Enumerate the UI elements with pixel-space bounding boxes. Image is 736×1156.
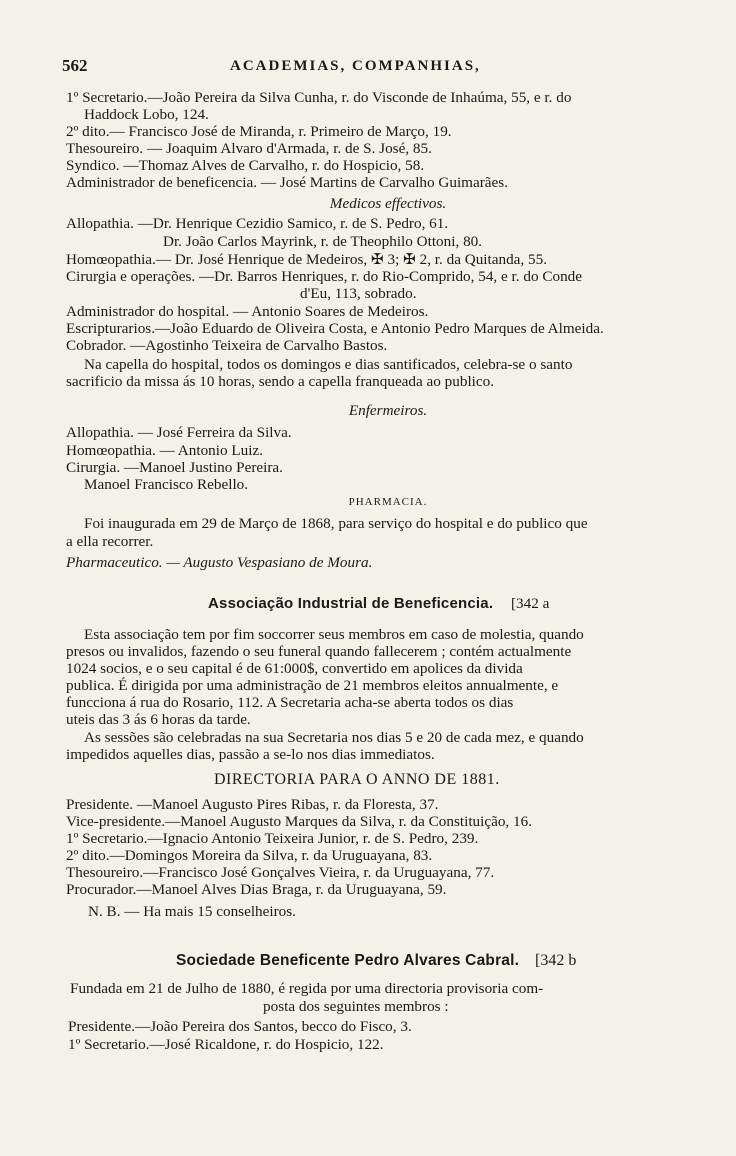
association-title: Associação Industrial de Beneficencia.: [208, 595, 494, 612]
text-line: d'Eu, 113, sobrado.: [300, 285, 417, 302]
text-line: Pharmaceutico. — Augusto Vespasiano de Moura.: [66, 554, 373, 571]
text-line: Syndico. —Thomaz Alves de Carvalho, r. do Hospicio, 58.: [66, 157, 425, 174]
text-line: a ella recorrer.: [66, 533, 154, 550]
text-line: Presidente. —Manoel Augusto Pires Ribas, r. da Floresta, 37.: [66, 796, 439, 813]
text-line: Cobrador. —Agostinho Teixeira de Carvalho Bastos.: [66, 337, 388, 354]
text-line: Procurador.—Manoel Alves Dias Braga, r. da Uruguayana, 59.: [66, 881, 447, 898]
text-line: Administrador de beneficencia. — José Martins de Carvalho Guimarães.: [66, 174, 508, 191]
reference-number: [342 b: [535, 952, 577, 969]
text-line: Haddock Lobo, 124.: [84, 106, 209, 123]
text-line: sacrificio da missa ás 10 horas, sendo a capella franqueada ao publico.: [66, 373, 495, 390]
text-line: N. B. — Ha mais 15 conselheiros.: [88, 903, 296, 920]
text-line: Cirurgia. —Manoel Justino Pereira.: [66, 459, 283, 476]
text-line: Na capella do hospital, todos os domingos e dias santificados, celebra-se o santo: [84, 356, 573, 373]
text-line: funcciona á rua do Rosario, 112. A Secretaria acha-se aberta todos os dias: [66, 694, 514, 711]
text-line: posta dos seguintes membros :: [263, 998, 449, 1015]
section-heading: PHARMACIA.: [348, 496, 428, 508]
text-line: 2º dito.— Francisco José de Miranda, r. Primeiro de Março, 19.: [66, 123, 452, 140]
text-line: Allopathia. —Dr. Henrique Cezidio Samico, r. de S. Pedro, 61.: [66, 215, 449, 232]
text-line: presos ou invalidos, fazendo o seu funeral quando fallecerem ; contém actualmente: [66, 643, 572, 660]
text-line: 1024 socios, e o seu capital é de 61:000$, convertido em apolices da divida: [66, 660, 523, 677]
text-line: Dr. João Carlos Mayrink, r. de Theophilo Ottoni, 80.: [163, 233, 483, 250]
page-number: 562: [62, 56, 88, 75]
society-title: Sociedade Beneficente Pedro Alvares Cabral.: [176, 952, 520, 969]
section-heading: Medicos effectivos.: [329, 195, 447, 212]
text-line: Escripturarios.—João Eduardo de Oliveira Costa, e Antonio Pedro Marques de Almeida.: [66, 320, 604, 337]
text-line: Thesoureiro. — Joaquim Alvaro d'Armada, r. de S. José, 85.: [66, 140, 432, 157]
text-line: Cirurgia e operações. —Dr. Barros Henriques, r. do Rio-Comprido, 54, e r. do Conde: [66, 268, 583, 285]
directoria-heading: DIRECTORIA PARA O ANNO DE 1881.: [214, 771, 500, 788]
text-line: 1º Secretario.—José Ricaldone, r. do Hospicio, 122.: [68, 1036, 384, 1053]
text-line: uteis das 3 ás 6 horas da tarde.: [66, 711, 251, 728]
text-line: Vice-presidente.—Manoel Augusto Marques da Silva, r. da Constituição, 16.: [66, 813, 533, 830]
text-line: As sessões são celebradas na sua Secretaria nos dias 5 e 20 de cada mez, e quando: [84, 729, 584, 746]
text-line: Foi inaugurada em 29 de Março de 1868, para serviço do hospital e do publico que: [84, 515, 588, 532]
text-line: Homœopathia.— Dr. José Henrique de Medeiros, ✠ 3; ✠ 2, r. da Quitanda, 55.: [66, 251, 547, 268]
text-line: 2º dito.—Domingos Moreira da Silva, r. da Uruguayana, 83.: [66, 847, 433, 864]
section-heading: Enfermeiros.: [348, 402, 428, 419]
reference-number: [342 a: [511, 595, 550, 612]
text-line: Fundada em 21 de Julho de 1880, é regida por uma directoria provisoria com-: [70, 980, 544, 997]
text-line: publica. É dirigida por uma administração de 21 membros eleitos annualmente, e: [66, 677, 559, 694]
text-line: Manoel Francisco Rebello.: [84, 476, 249, 493]
text-line: 1º Secretario.—Ignacio Antonio Teixeira Junior, r. de S. Pedro, 239.: [66, 830, 479, 847]
running-title: ACADEMIAS, COMPANHIAS,: [230, 58, 481, 74]
text-line: Esta associação tem por fim soccorrer seus membros em caso de molestia, quando: [84, 626, 584, 643]
text-line: Homœopathia. — Antonio Luiz.: [66, 442, 263, 459]
text-line: Administrador do hospital. — Antonio Soares de Medeiros.: [66, 303, 429, 320]
text-line: Presidente.—João Pereira dos Santos, becco do Fisco, 3.: [68, 1018, 412, 1035]
text-line: 1º Secretario.—João Pereira da Silva Cunha, r. do Visconde de Inhaúma, 55, e r. do: [66, 89, 572, 106]
text-line: Allopathia. — José Ferreira da Silva.: [66, 424, 292, 441]
text-line: impedidos aquelles dias, passão a se-lo nos dias immediatos.: [66, 746, 435, 763]
text-line: Thesoureiro.—Francisco José Gonçalves Vieira, r. da Uruguayana, 77.: [66, 864, 495, 881]
